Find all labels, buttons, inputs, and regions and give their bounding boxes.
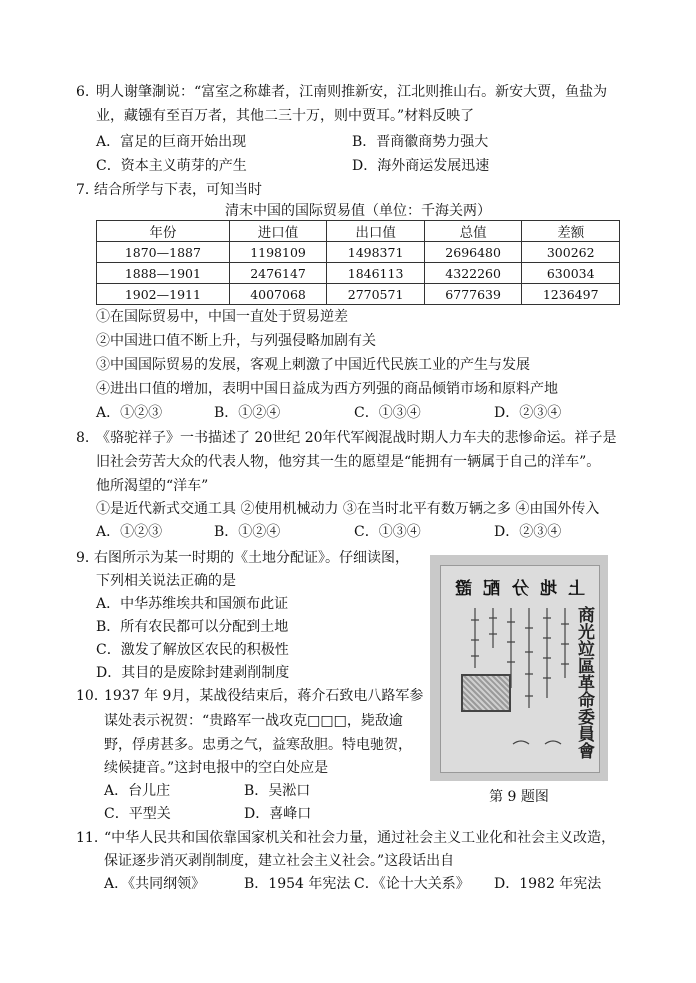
q8-option-c: C．①③④ [354,524,421,540]
q9-number: 9． [76,550,99,566]
q8-stem-line2: 旧社会劳苦大众的代表人物，他穷其一生的愿望是“能拥有一辆属于自己的洋车”。 [96,454,601,470]
cell-year: 1870—1887 [97,242,230,263]
q8-statements: ①是近代新式交通工具 ②使用机械动力 ③在当时北平有数万辆之多 ④由国外传入 [96,501,600,517]
q10-number: 10． [76,688,108,704]
land-certificate-image [430,555,608,781]
cell-total: 6777639 [424,284,522,305]
cell-difference: 300262 [522,242,620,263]
q7-statement-2: ②中国进口值不断上升，与列强侵略加剧有关 [96,333,376,349]
q6-number: 6. [76,84,90,100]
q6-stem-line1: 明人谢肇淛说：“富室之称雄者，江南则推新安，江北则推山右。新安大贾，鱼盐为 [96,84,608,100]
q9-option-a: A．中华苏维埃共和国颁布此证 [96,596,289,612]
q7-option-c: C．①③④ [354,405,421,421]
header-year: 年份 [97,221,230,242]
q10-option-c: C．平型关 [104,806,171,822]
figure-caption: 第 9 题图 [489,789,549,805]
q10-stem-line3: 野，俘虏甚多。忠勇之气，益寒敌胆。特电驰贺， [104,737,412,753]
q11-option-d: D．1982 年宪法 [494,876,602,892]
q11-stem-line1: “中华人民共和国依靠国家机关和社会力量，通过社会主义工业化和社会主义改造， [104,830,616,846]
q11-stem-line2: 保证逐步消灭剥削制度，建立社会主义社会。”这段话出自 [104,853,455,869]
q8-option-d: D．②③④ [494,524,562,540]
q6-stem-line2: 业，藏镪有至百万者，其他二三十万，则中贾耳。”材料反映了 [96,108,475,124]
q11-option-b: B．1954 年宪法 [244,876,351,892]
q9-stem-line2: 下列相关说法正确的是 [96,573,236,589]
q7-stem: 结合所学与下表，可知当时 [94,182,262,198]
q7-option-a: A．①②③ [96,405,163,421]
q10-stem-line2: 谋处表示祝贺：“贵路军一战攻克□□□，毙敌逾 [104,713,403,729]
cell-export: 2770571 [327,284,425,305]
q9-stem-line1: 右图所示为某一时期的《土地分配证》。仔细读图， [94,550,409,566]
q10-option-b: B．吴淞口 [244,783,311,799]
cell-difference: 1236497 [522,284,620,305]
cell-total: 2696480 [424,242,522,263]
q8-stem-line3: 他所渴望的“洋车” [96,478,209,494]
q9-option-b: B．所有农民都可以分配到土地 [96,619,289,635]
certificate-title [455,574,585,599]
q6-option-c: C．资本主义萌芽的产生 [96,158,247,174]
q8-option-b: B．①②④ [214,524,281,540]
cell-year: 1888—1901 [97,263,230,284]
q7-statement-4: ④进出口值的增加，表明中国日益成为西方列强的商品倾销市场和原料产地 [96,381,558,397]
certificate-paper [440,565,600,773]
q10-stem-line1: 1937 年 9月，某战役结束后，蒋介石致电八路军参 [104,688,424,704]
q7-statement-3: ③中国国际贸易的发展，客观上刺激了中国近代民族工业的产生与发展 [96,357,530,373]
q11-option-a: A．《共同纲领》 [104,876,206,892]
table-row [97,263,620,284]
q9-option-d: D．其目的是废除封建剥削制度 [96,665,290,681]
header-total: 总值 [424,221,522,242]
q6-option-a: A．富足的巨商开始出现 [96,134,247,150]
cell-total: 4322260 [424,263,522,284]
seal-stamp [461,674,511,712]
trade-table [96,220,620,305]
q7-option-d: D．②③④ [494,405,562,421]
certificate-title-char: 上 [568,579,585,599]
header-import: 进口值 [229,221,327,242]
cell-year: 1902—1911 [97,284,230,305]
table-row [97,242,620,263]
q10-option-d: D．喜峰口 [244,806,312,822]
cell-import: 1198109 [229,242,327,263]
q8-number: 8. [76,430,90,446]
q7-number: 7． [76,182,99,198]
cell-export: 1498371 [327,242,425,263]
cell-difference: 630034 [522,263,620,284]
certificate-title-char: 證 [455,579,472,599]
cell-import: 2476147 [229,263,327,284]
trade-table-title: 清末中国的国际贸易值（单位：千海关两） [225,203,491,219]
q8-stem-line1: 《骆驼祥子》一书描述了 20世纪 20年代军阀混战时期人力车夫的悲惨命运。祥子是 [96,430,617,446]
q7-statement-1: ①在国际贸易中，中国一直处于贸易逆差 [96,309,348,325]
certificate-title-char: 分 [511,579,529,599]
q11-number: 11. [76,830,99,846]
cell-import: 4007068 [229,284,327,305]
q9-option-c: C．激发了解放区农民的积极性 [96,642,289,658]
header-difference: 差额 [522,221,620,242]
cell-export: 1846113 [327,263,425,284]
header-export: 出口值 [327,221,425,242]
table-row [97,284,620,305]
q6-option-b: B．晋商徽商势力强大 [352,134,489,150]
q8-option-a: A．①②③ [96,524,163,540]
q10-stem-line4: 续候捷音。”这封电报中的空白处应是 [104,760,329,776]
q11-option-c: C．《论十大关系》 [354,876,470,892]
q7-option-b: B．①②④ [214,405,281,421]
trade-table-header-row [97,221,620,242]
certificate-issuer-column: 商光竝區革命委員會 [574,606,594,759]
certificate-title-char: 配 [483,579,501,599]
q10-option-a: A．台儿庄 [104,783,171,799]
certificate-title-char: 地 [539,579,557,599]
q6-option-d: D．海外商运发展迅速 [352,158,490,174]
